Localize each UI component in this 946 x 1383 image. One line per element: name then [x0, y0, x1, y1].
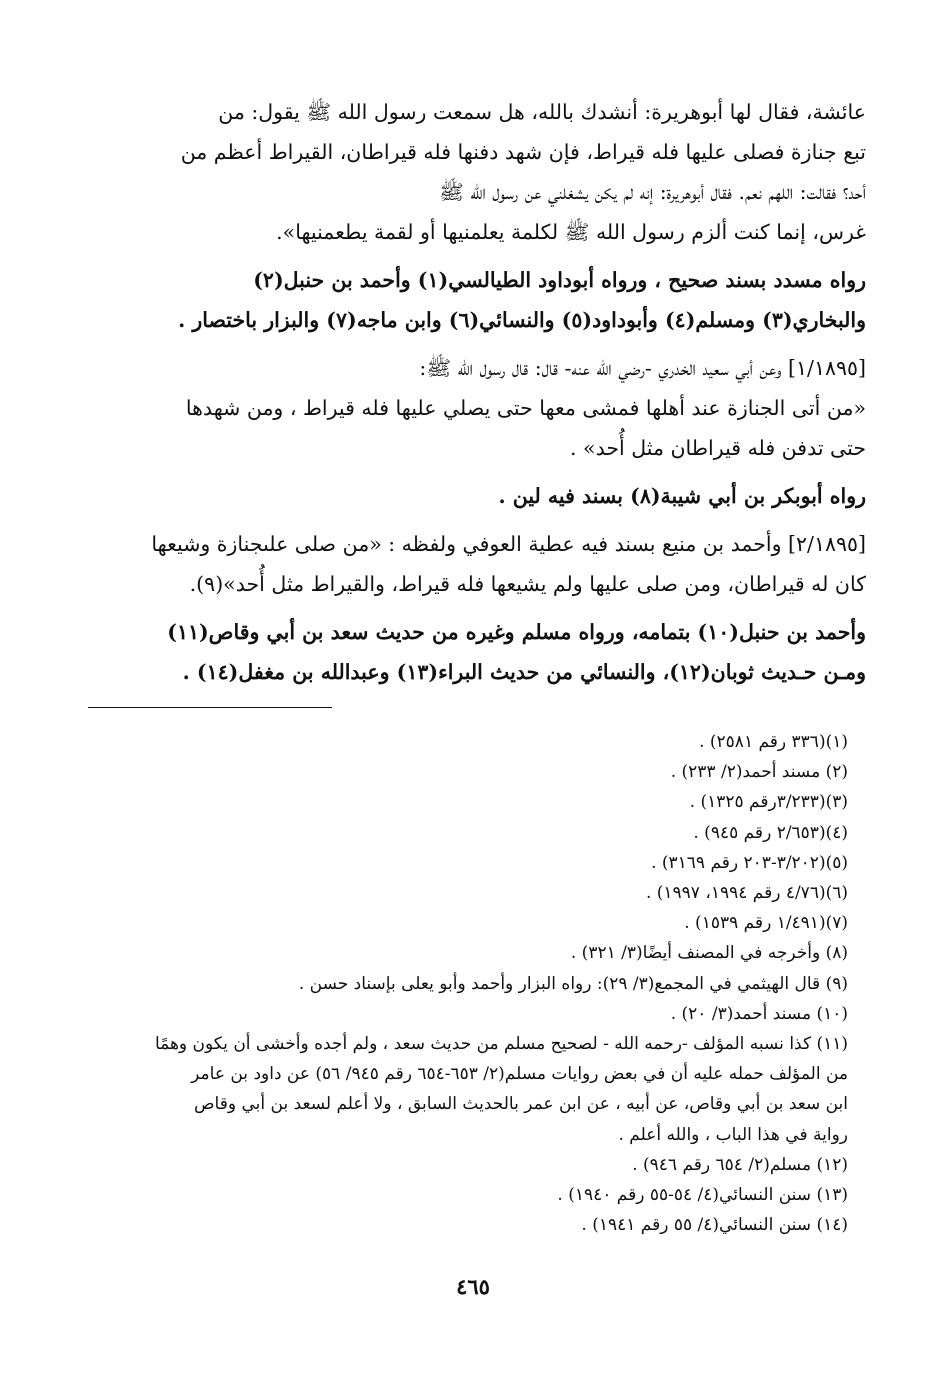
paragraph-narration-ahmad [78, 612, 866, 692]
footnote-2: (٢) مسند أحمد(٢/ ٢٣٣) . [670, 762, 848, 783]
footnote-11-continued: رواية في هذا الباب ، والله أعلم . [618, 1124, 848, 1145]
text-line: غرس، إنما كنت ألزم رسول الله ﷺ لكلمة يعلمنيها أو لقمة يطعمنيها». [276, 220, 866, 244]
text-line: «من أتى الجنازة عند أهلها فمشى معها حتى يصلي عليها فله قيراط ، ومن شهدها [185, 396, 866, 420]
text-line: وأحمد بن حنبل(١٠) بتمامه، ورواه مسلم وغيره من حديث سعد بن أبي وقاص(١١) [167, 620, 866, 644]
footnote-11-continued: من المؤلف حمله عليه أن في بعض روايات مسلم(٢/ ٦٥٣-٦٥٤ رقم ٩٤٥/ ٥٦) عن داود بن عامر [191, 1064, 848, 1085]
footnote-6: (٦)(٤/٧٦ رقم ١٩٩٤، ١٩٩٧) . [645, 883, 848, 904]
footnote-11-continued: ابن سعد بن أبي وقاص، عن أبيه ، عن ابن عمر بالحديث السابق ، ولا أعلم لسعد بن أبي وقاص [194, 1094, 848, 1115]
text-line: [١/١٨٩٥] وعن أبي سعيد الخدري -رضي الله عنه- قال: قال رسول الله ﷺ: [419, 356, 866, 380]
footnote-8: (٨) وأخرجه في المصنف أيضًا(٣/ ٣٢١) . [570, 943, 848, 964]
footnote-7: (٧)(١/٤٩١ رقم ١٥٣٩) . [684, 913, 848, 934]
text-line: [٢/١٨٩٥] وأحمد بن منيع بسند فيه عطية العوفي ولفظه : «من صلى علىجنازة وشيعها [151, 532, 866, 556]
paragraph-narration-abubakr [78, 476, 866, 516]
text-line: ومـن حـديث ثوبان(١٢)، والنسائي من حديث البراء(١٣) وعبدالله بن مغفل(١٤) . [182, 660, 866, 684]
paragraph-narration-musaddad [78, 260, 866, 340]
text-line: تبع جنازة فصلى عليها فله قيراط، فإن شهد دفنها فله قيراطان، القيراط أعظم من [180, 140, 866, 164]
footnote-4: (٤)(٢/٦٥٣ رقم ٩٤٥) . [693, 822, 848, 843]
main-text [78, 92, 866, 700]
text-line: حتى تدفن فله قيراطان مثل أُحد» . [570, 436, 866, 460]
text-line: والبخاري(٣) ومسلم(٤) وأبوداود(٥) والنسائي(٦) وابن ماجه(٧) والبزار باختصار . [178, 308, 866, 332]
footnote-3: (٣)(٣/٢٣٣رقم ١٣٢٥) . [689, 792, 848, 813]
footnote-divider [88, 707, 332, 708]
footnote-11: (١١) كذا نسبه المؤلف -رحمه الله - لصحيح مسلم من حديث سعد ، ولم أجده وأخشى أن يكون وهمًا [154, 1034, 848, 1055]
footnote-5: (٥)(٣/٢٠٢-٢٠٣ رقم ٣١٦٩) . [651, 852, 848, 873]
footnote-14: (١٤) سنن النسائي(٤/ ٥٥ رقم ١٩٤١) . [581, 1215, 848, 1236]
footnote-12: (١٢) مسلم(٢/ ٦٥٤ رقم ٩٤٦) . [632, 1154, 848, 1175]
text-line: أحد؟ فقالت: اللهم نعم. فقال أبوهريرة: إنه لم يكن يشغلني عن رسول الله ﷺ [439, 180, 866, 204]
page-number: ٤٦٥ [456, 1274, 490, 1299]
footnote-13: (١٣) سنن النسائي(٤/ ٥٤-٥٥ رقم ١٩٤٠) . [557, 1185, 848, 1206]
paragraph-hadith-2-1895 [78, 524, 866, 604]
paragraph-hadith-continuation [78, 92, 866, 252]
footnote-1: (١)(٣٣٦ رقم ٢٥٨١) . [699, 732, 848, 752]
text-line: رواه مسدد بسند صحيح ، ورواه أبوداود الطيالسي(١) وأحمد بن حنبل(٢) [253, 268, 866, 292]
footnote-9: (٩) قال الهيثمي في المجمع(٣/ ٢٩): رواه البزار وأحمد وأبو يعلى بإسناد حسن . [298, 973, 848, 994]
paragraph-hadith-1-1895 [78, 348, 866, 468]
text-line: عائشة، فقال لها أبوهريرة: أنشدك بالله، هل سمعت رسول الله ﷺ يقول: من [218, 100, 866, 124]
footnotes [78, 727, 848, 1240]
footnote-10: (١٠) مسند أحمد(٣/ ٢٠) . [670, 1003, 848, 1024]
text-line: رواه أبوبكر بن أبي شيبة(٨) بسند فيه لين . [498, 484, 866, 508]
text-line: كان له قيراطان، ومن صلى عليها ولم يشيعها فله قيراط، والقيراط مثل أُحد»(٩). [189, 572, 866, 596]
